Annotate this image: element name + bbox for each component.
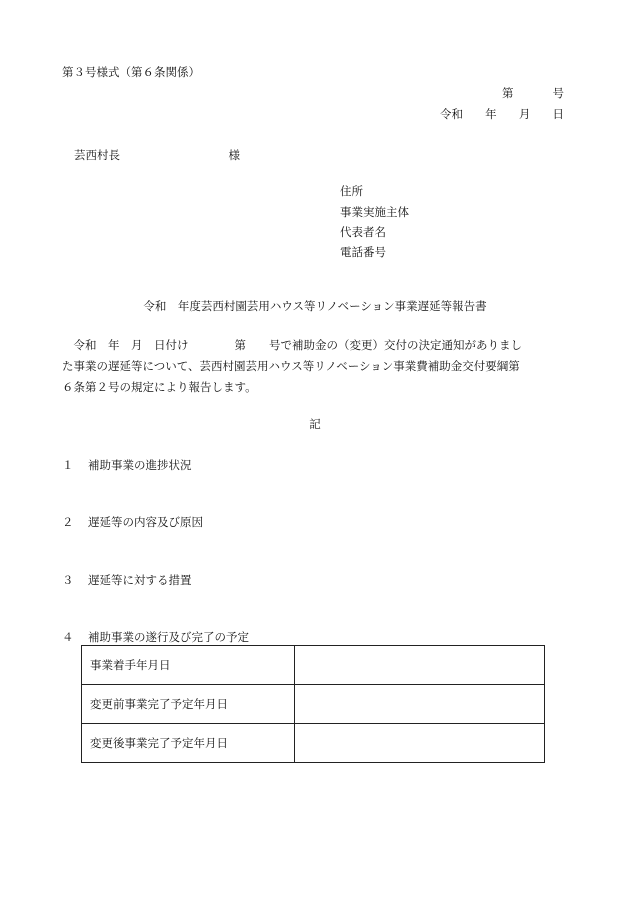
schedule-table	[81, 645, 545, 763]
item-number: １	[62, 458, 74, 472]
table-row	[82, 685, 545, 724]
original-completion-date-label: 変更前事業完了予定年月日	[82, 685, 295, 724]
sender-representative-label: 代表者名	[340, 225, 386, 239]
item-number: ３	[62, 573, 74, 587]
table-row	[82, 724, 545, 763]
body-line: た事業の遅延等について、芸西村園芸用ハウス等リノベーション事業費補助金交付要綱第	[62, 359, 520, 373]
addressee-honorific: 様	[228, 148, 240, 162]
start-date-label: 事業着手年月日	[82, 646, 295, 685]
revised-completion-date-value[interactable]	[295, 724, 545, 763]
document-number	[502, 85, 564, 101]
date-month: 月	[518, 107, 531, 121]
sender-address-label: 住所	[340, 184, 363, 198]
date-era: 令和	[440, 107, 463, 121]
start-date-value[interactable]	[295, 646, 545, 685]
addressee-name: 芸西村長	[74, 148, 120, 162]
sender-entity-label: 事業実施主体	[340, 205, 409, 219]
report-title: 令和 年度芸西村園芸用ハウス等リノベーション事業遅延等報告書	[143, 299, 487, 313]
item-text: 遅延等に対する措置	[88, 573, 192, 587]
table-row	[82, 646, 545, 685]
number-go: 号	[552, 86, 564, 100]
item-number: ４	[62, 630, 74, 644]
item-number: ２	[62, 515, 74, 529]
item-progress	[62, 457, 192, 473]
item-text: 補助事業の進捗状況	[88, 458, 192, 472]
item-schedule	[62, 629, 249, 645]
document-date	[440, 106, 564, 122]
date-year: 年	[485, 107, 497, 121]
form-label: 第３号様式（第６条関係）	[62, 65, 200, 79]
date-day: 日	[552, 107, 564, 121]
original-completion-date-value[interactable]	[295, 685, 545, 724]
item-text: 補助事業の遂行及び完了の予定	[88, 630, 249, 644]
sender-phone-label: 電話番号	[340, 245, 386, 259]
ki-heading: 記	[309, 417, 321, 431]
body-line: ６条第２号の規定により報告します。	[62, 380, 257, 394]
item-measures	[62, 572, 192, 588]
addressee	[74, 147, 240, 163]
body-paragraph	[62, 335, 567, 398]
revised-completion-date-label: 変更後事業完了予定年月日	[82, 724, 295, 763]
body-line: 令和 年 月 日付け 第 号で補助金の（変更）交付の決定通知がありまし	[62, 338, 522, 352]
number-dai: 第	[502, 86, 514, 100]
item-delay-reason	[62, 514, 203, 530]
item-text: 遅延等の内容及び原因	[88, 515, 203, 529]
